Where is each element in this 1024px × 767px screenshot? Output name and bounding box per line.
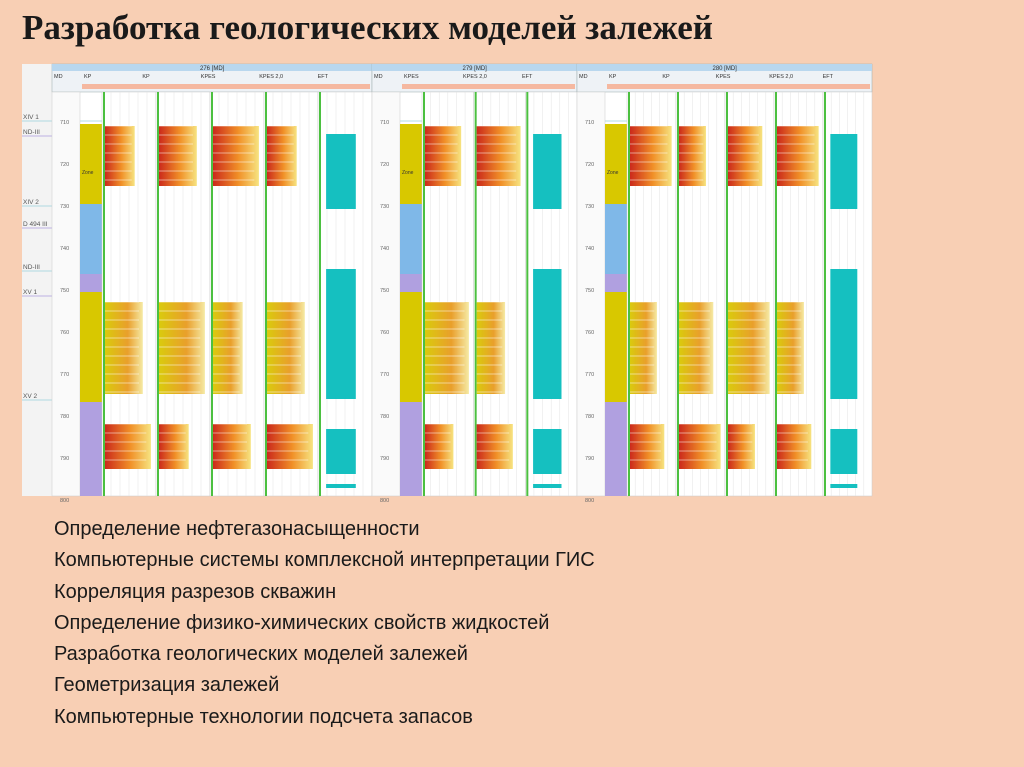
depth-tick: 750 bbox=[585, 288, 595, 294]
eft-flag bbox=[830, 134, 857, 209]
zone-column-segment bbox=[80, 292, 102, 382]
bullet-item: Определение физико-химических свойств жидкостей bbox=[54, 611, 550, 634]
pay-interval bbox=[630, 302, 657, 394]
eft-flag bbox=[326, 454, 356, 474]
marker-label: XIV 1 bbox=[23, 114, 39, 121]
slide-title: Разработка геологических моделей залежей bbox=[22, 8, 713, 47]
depth-tick: 710 bbox=[60, 120, 70, 126]
marker-label: XIV 2 bbox=[23, 199, 39, 206]
pay-interval bbox=[105, 302, 143, 394]
track-name: MD bbox=[54, 74, 63, 80]
pay-interval bbox=[213, 302, 243, 394]
depth-tick: 790 bbox=[380, 456, 390, 462]
depth-tick: 790 bbox=[60, 456, 70, 462]
depth-tick: 780 bbox=[60, 414, 70, 420]
depth-tick: 720 bbox=[585, 162, 595, 168]
depth-tick: 770 bbox=[60, 372, 70, 378]
eft-flag bbox=[533, 134, 561, 209]
depth-column bbox=[577, 92, 605, 496]
pay-interval bbox=[425, 302, 469, 394]
track-legend-strip bbox=[82, 84, 370, 89]
zone-column-segment bbox=[605, 382, 627, 402]
zone-column-segment bbox=[400, 382, 422, 402]
track-name: KPES 2,0 bbox=[259, 74, 284, 80]
pay-interval bbox=[679, 424, 721, 469]
eft-flag bbox=[533, 269, 561, 399]
depth-tick: 720 bbox=[60, 162, 70, 168]
zone-column-segment bbox=[400, 402, 422, 496]
track-name: KPES bbox=[200, 74, 216, 80]
zone-column-segment bbox=[400, 274, 422, 292]
zone-column-segment bbox=[400, 124, 422, 204]
depth-tick: 760 bbox=[60, 330, 70, 336]
zone-column-segment bbox=[400, 292, 422, 382]
zone-column-segment bbox=[80, 124, 102, 204]
eft-flag bbox=[326, 134, 356, 209]
well-name: 280 [MD] bbox=[712, 66, 737, 72]
depth-tick: 800 bbox=[585, 498, 595, 504]
depth-tick: 760 bbox=[585, 330, 595, 336]
pay-interval bbox=[728, 302, 770, 394]
pay-interval bbox=[777, 424, 811, 469]
depth-tick: 770 bbox=[380, 372, 390, 378]
depth-tick: 740 bbox=[380, 246, 390, 252]
marker-label: XV 1 bbox=[23, 289, 38, 296]
depth-tick: 770 bbox=[585, 372, 595, 378]
pay-interval bbox=[159, 424, 189, 469]
track-name: EFT bbox=[317, 74, 328, 80]
pay-interval bbox=[477, 302, 505, 394]
eft-flag bbox=[533, 429, 561, 454]
track-name: KPES 2,0 bbox=[463, 74, 487, 80]
zone-column-segment bbox=[80, 402, 102, 496]
eft-flag bbox=[830, 484, 857, 488]
eft-flag bbox=[830, 454, 857, 474]
pay-interval bbox=[267, 302, 305, 394]
zone-column-segment bbox=[605, 124, 627, 204]
depth-tick: 760 bbox=[380, 330, 390, 336]
eft-flag bbox=[830, 269, 857, 399]
depth-tick: 730 bbox=[60, 204, 70, 210]
bullet-item: Корреляция разрезов скважин bbox=[54, 580, 337, 603]
pay-interval bbox=[777, 302, 804, 394]
pay-interval bbox=[477, 424, 513, 469]
depth-tick: 710 bbox=[380, 120, 390, 126]
depth-tick: 720 bbox=[380, 162, 390, 168]
bullet-item: Геометризация залежей bbox=[54, 674, 280, 697]
marker-label: D 494 III bbox=[23, 221, 48, 228]
depth-tick: 790 bbox=[585, 456, 595, 462]
pay-interval bbox=[679, 302, 713, 394]
track-name: EFT bbox=[522, 74, 533, 80]
depth-tick: 800 bbox=[380, 498, 390, 504]
track-name: KP bbox=[142, 74, 150, 80]
track-name: KP bbox=[609, 74, 617, 80]
marker-label: XV 2 bbox=[23, 393, 38, 400]
marker-label: ND-III bbox=[23, 129, 40, 136]
track-name: KP bbox=[84, 74, 92, 80]
pay-interval bbox=[728, 424, 755, 469]
zone-label: Zone bbox=[607, 170, 619, 176]
zone-label: Zone bbox=[402, 170, 414, 176]
zone-column-segment bbox=[80, 382, 102, 402]
track-name: MD bbox=[374, 74, 383, 80]
eft-flag bbox=[533, 484, 561, 488]
zone-label: Zone bbox=[82, 170, 94, 176]
depth-tick: 730 bbox=[380, 204, 390, 210]
depth-tick: 740 bbox=[585, 246, 595, 252]
bullet-item: Определение нефтегазонасыщенности bbox=[54, 518, 420, 540]
well-log-correlation-figure bbox=[22, 64, 872, 504]
eft-flag bbox=[326, 269, 356, 399]
eft-flag bbox=[326, 429, 356, 454]
eft-flag bbox=[533, 454, 561, 474]
zone-column-segment bbox=[400, 204, 422, 274]
depth-tick: 750 bbox=[380, 288, 390, 294]
track-name: KPES bbox=[715, 74, 731, 80]
pay-interval bbox=[630, 424, 664, 469]
well-name: 276 [MD] bbox=[200, 66, 225, 72]
zone-column-segment bbox=[605, 204, 627, 274]
depth-column bbox=[372, 92, 400, 496]
depth-tick: 740 bbox=[60, 246, 70, 252]
track-name: EFT bbox=[822, 74, 833, 80]
depth-column bbox=[52, 92, 80, 496]
depth-tick: 730 bbox=[585, 204, 595, 210]
pay-interval bbox=[105, 424, 151, 469]
well-log-panels bbox=[22, 64, 872, 504]
bullet-item: Компьютерные технологии подсчета запасов bbox=[54, 705, 473, 728]
bullet-item: Разработка геологических моделей залежей bbox=[54, 643, 468, 666]
bullet-item: Компьютерные системы комплексной интерпретации ГИС bbox=[54, 549, 595, 572]
depth-tick: 710 bbox=[585, 120, 595, 126]
bullet-list bbox=[54, 514, 595, 733]
track-legend-strip bbox=[607, 84, 870, 89]
track-name: KPES 2,0 bbox=[769, 74, 794, 80]
depth-tick: 750 bbox=[60, 288, 70, 294]
zone-column-segment bbox=[605, 274, 627, 292]
well-name: 279 [MD] bbox=[462, 66, 487, 72]
marker-label: ND-III bbox=[23, 264, 40, 271]
zone-column-segment bbox=[605, 402, 627, 496]
pay-interval bbox=[267, 424, 313, 469]
depth-tick: 780 bbox=[380, 414, 390, 420]
track-legend-strip bbox=[402, 84, 575, 89]
depth-tick: 800 bbox=[60, 498, 70, 504]
depth-tick: 780 bbox=[585, 414, 595, 420]
pay-interval bbox=[213, 424, 251, 469]
pay-interval bbox=[159, 302, 205, 394]
zone-column-segment bbox=[80, 204, 102, 274]
zone-column-segment bbox=[605, 292, 627, 382]
track-name: KPES bbox=[404, 74, 419, 80]
track-name: MD bbox=[579, 74, 588, 80]
track-name: KP bbox=[662, 74, 670, 80]
pay-interval bbox=[425, 424, 453, 469]
eft-flag bbox=[830, 429, 857, 454]
eft-flag bbox=[326, 484, 356, 488]
zone-column-segment bbox=[80, 274, 102, 292]
